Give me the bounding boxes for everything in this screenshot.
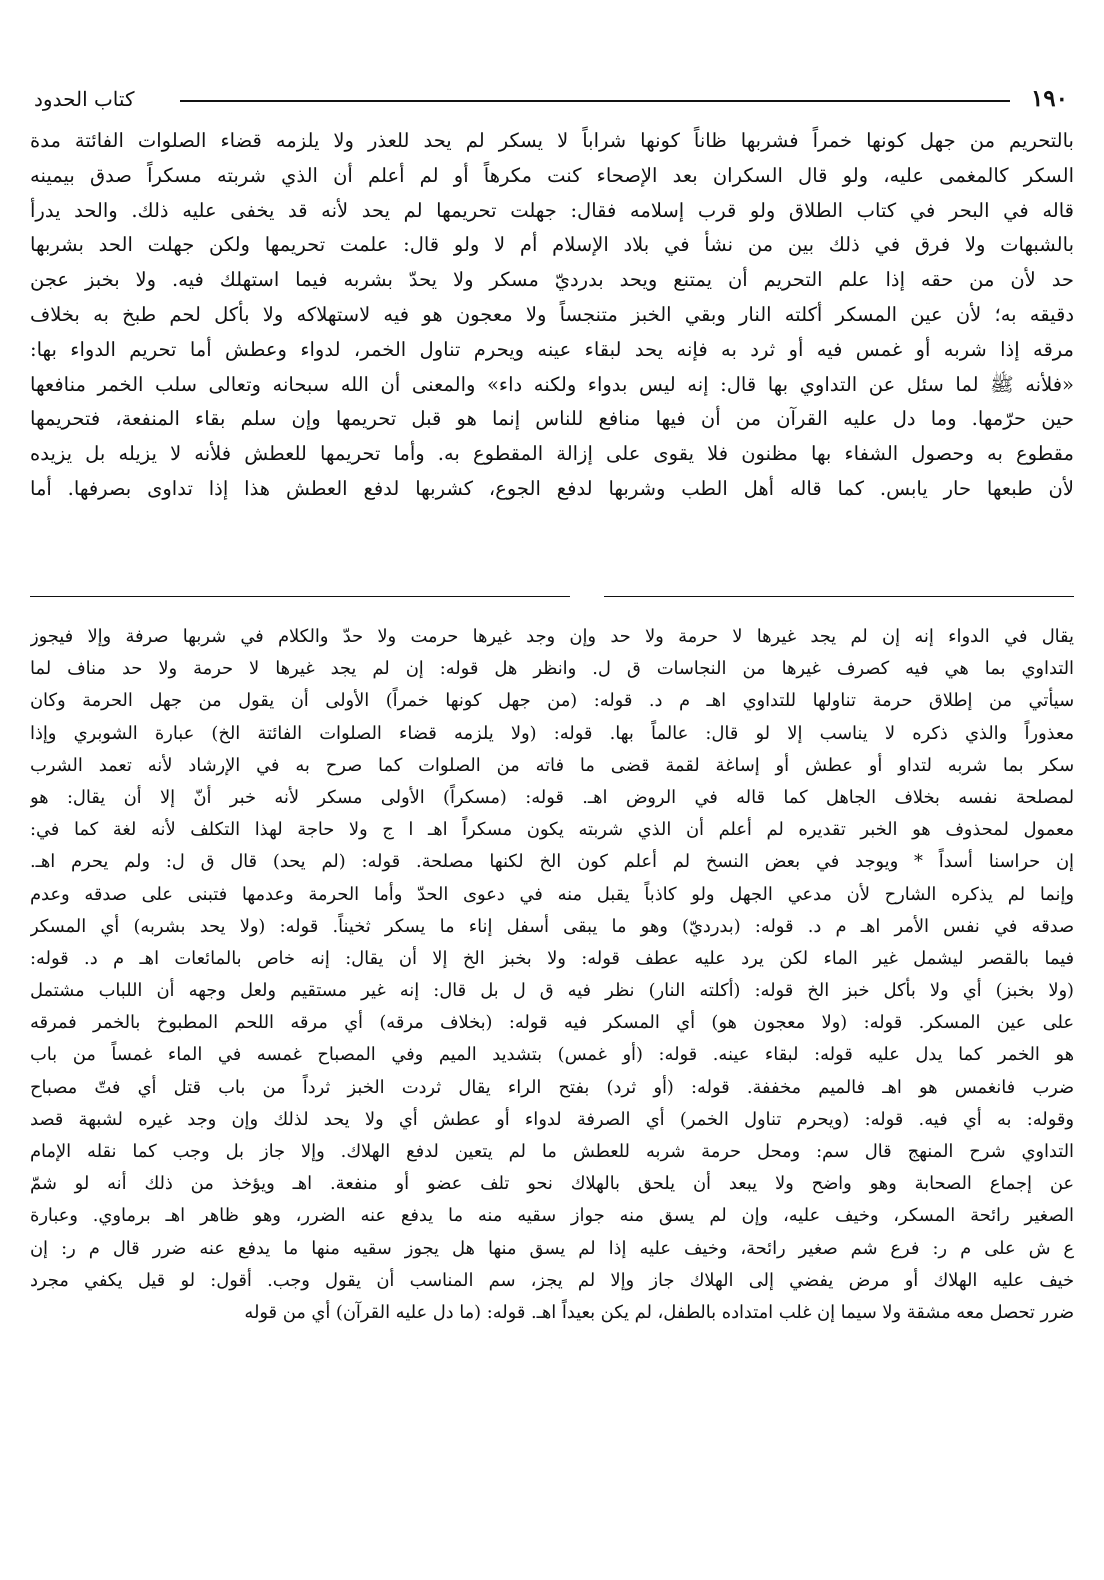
main-text-line: مرقه إذا شربه أو غمس فيه أو ثرد به فإنه يحد لبقاء عينه ويحرم تناول الخمر، لدواء وعطش أما تحريم الدواء بها: (30, 337, 1074, 361)
commentary-line: التداوي شرح المنهج قال سم: ومحل حرمة شربه للعطش ما لم يتعين لدفع الهلاك. وإلا جاز بل وجب كما نقله الإمام (30, 1141, 1074, 1162)
main-text-block (30, 124, 1074, 507)
commentary-line: ضرب فانغمس هو اهـ فالميم مخففة. قوله: (أو ثرد) بفتح الراء يقال ثردت الخبز ثرداً من باب قتل أي فتّ مصباح (30, 1076, 1074, 1098)
footnote-separator (30, 593, 1074, 603)
page-number: ١٩٠ (1030, 85, 1068, 112)
main-text-line: بالشبهات ولا فرق في ذلك بين من نشأ في بلاد الإسلام أم لا ولو قال: علمت تحريمها ولكن جهلت الحد بشربها (30, 233, 1074, 257)
commentary-line: وإنما لم يذكره الشارح لأن مدعي الجهل ولو كاذباً يقبل منه في دعوى الحدّ وأما الحرمة وعدمها فتبنى على صدقه وعدم (30, 883, 1074, 905)
commentary-line: هو الخمر كما يدل عليه قوله: لبقاء عينه. قوله: (أو غمس) بتشديد الميم وفي المصباح غمسه في الماء غمساً من باب (30, 1044, 1074, 1066)
separator-rule-right (604, 596, 1074, 597)
main-text-line: قاله في البحر في كتاب الطلاق ولو قرب إسلامه فقال: جهلت تحريمها لم يحد لأنه قد يخفى عليه ذلك. والحد يدرأ (30, 198, 1074, 222)
commentary-block (30, 621, 1074, 1329)
commentary-line: إن حراسنا أسداً * ويوجد في بعض النسخ لم أعلم كون الخ لكنها مصلحة. قوله: (لم يحد) قال ق ل: ولم يحرم اهـ. (30, 851, 1074, 873)
running-title: كتاب الحدود (34, 87, 135, 111)
separator-rule-left (30, 596, 570, 597)
commentary-line: سكر بما شربه لتداو أو عطش أو إساغة لقمة قضى ما فاته من الصلوات كما صرح به في الإرشاد لأنه تعمد الشرب (30, 754, 1074, 776)
commentary-line: لمصلحة نفسه بخلاف الجاهل كما قاله في الروض اهـ. قوله: (مسكراً) الأولى مسكر لأنه خبر أنّ إلا أن يقال: هو (30, 786, 1074, 808)
main-text-line: السكر كالمغمى عليه، ولو قال السكران بعد الإصحاء كنت مكرهاً أو لم أعلم أن الذي شربته مسكراً صدق بيمينه (30, 163, 1074, 187)
main-text-line: حين حرّمها. وما دل عليه القرآن من أن فيها منافع للناس إنما هو قبل تحريمها وإن سلم بقاء المنفعة، فتحريمها (30, 407, 1074, 431)
header-rule (180, 100, 1010, 102)
commentary-line: على عين المسكر. قوله: (ولا معجون هو) أي المسكر فيه قوله: (بخلاف مرقه) أي مرقه اللحم المطبوخ بالخمر فمرقه (30, 1012, 1074, 1034)
commentary-line: صدقه في نفس الأمر اهـ م د. قوله: (بدرديّ) وهو ما يبقى أسفل إناء ما يسكر ثخيناً. قوله: (ولا يحد بشربه) أي المسكر (30, 915, 1074, 937)
commentary-line: (ولا بخبز) أي ولا بأكل خبز الخ قوله: (أكلته النار) نظر فيه ق ل بل قال: إنه غير مستقيم ولعل وجهه أن اللباب مشتمل (30, 980, 1074, 1002)
main-text-line: دقيقه به؛ لأن عين المسكر أكلته النار وبقي الخبز متنجساً ولا معجون هو فيه لاستهلاكه ولا بأكل لحم طبخ به بخلاف (30, 302, 1074, 326)
commentary-line: معذوراً والذي ذكره لا يناسب إلا لو قال: عالماً بها. قوله: (ولا يلزمه قضاء الصلوات الفائتة الخ) عبارة الشوبري وإذا (30, 722, 1074, 744)
commentary-line: التداوي بما هي فيه كصرف غيرها من النجاسات ق ل. وانظر هل قوله: إن لم يجد غيرها لا حرمة ولا حد مناف لما (30, 658, 1074, 680)
main-text-line: بالتحريم من جهل كونها خمراً فشربها ظاناً كونها شراباً لا يسكر لم يحد للعذر ولا يلزمه قضاء الصلوات الفائتة مدة (30, 129, 1074, 152)
commentary-line: معمول لمحذوف هو الخبر تقديره لم أعلم أن الذي شربته يكون مسكراً اهـ ا ج ولا حاجة لهذا التكلف لأنه لغة كما في: (30, 819, 1074, 841)
commentary-line: الصغير رائحة المسكر، وخيف عليه، وإن لم يسق منه جواز سقيه منه ما يدفع عنه الضرر، وهو ظاهر اهـ برماوي. وعبارة (30, 1205, 1074, 1227)
commentary-line: ضرر تحصل معه مشقة ولا سيما إن غلب امتداده بالطفل، لم يكن بعيداً اهـ. قوله: (ما دل عليه القرآن) أي من قوله (244, 1301, 1074, 1323)
commentary-line: وقوله: به أي فيه. قوله: (ويحرم تناول الخمر) أي الصرفة لدواء أو عطش أي ولا يحد لذلك وإن وجد غيره لشبهة قصد (30, 1108, 1074, 1130)
main-text-line: مقطوع به وحصول الشفاء بها مظنون فلا يقوى على إزالة المقطوع به. وأما تحريمها للعطش فلأنه لا يزيله بل يزيده (30, 442, 1074, 466)
commentary-line: يقال في الدواء إنه إن لم يجد غيرها لا حرمة ولا حد وإن وجد غيرها حرمت ولا حدّ والكلام في شربها صرفة وإلا فيجوز (30, 626, 1074, 647)
commentary-line: فيما بالقصر ليشمل غير الماء لكن يرد عليه عطف قوله: ولا بخبز الخ إلا أن يقال: إنه خاص بالمائعات اهـ م د. قوله: (30, 947, 1074, 969)
commentary-line: ع ش على م ر: فرع شم صغير رائحة، وخيف عليه إذا لم يسق منها هل يجوز سقيه منها ما يدفع عنه ضرر قال م ر: إن (30, 1237, 1074, 1259)
commentary-line: عن إجماع الصحابة وهو واضح ولا يبعد أن يلحق بالهلاك نحو تلف عضو أو منفعة. اهـ ويؤخذ من ذلك أنه لو شمّ (30, 1173, 1074, 1195)
page-header (34, 84, 1068, 114)
main-text-line: «فلأنه ﷺ لما سئل عن التداوي بها قال: إنه ليس بدواء ولكنه داء» والمعنى أن الله سبحانه وتعالى سلب الخمر منافعها (30, 372, 1074, 396)
commentary-line: سيأتي من إطلاق حرمة تناولها للتداوي اهـ م د. قوله: (من جهل كونها خمراً) الأولى أن يقول من جهل الحرمة وكان (30, 690, 1074, 712)
commentary-line: خيف عليه الهلاك أو مرض يفضي إلى الهلاك جاز وإلا لم يجز، سم المناسب أن يقول وجب. أقول: لو قيل يكفي مجرد (30, 1269, 1074, 1291)
main-text-line: حد لأن من حقه إذا علم التحريم أن يمتنع ويحد بدرديّ مسكر ولا يحدّ بشربه فيما استهلك فيه. ولا بخبز عجن (30, 268, 1074, 292)
main-text-line: لأن طبعها حار يابس. كما قاله أهل الطب وشربها لدفع الجوع، كشربها لدفع العطش هذا إذا تداوى بصرفها. أما (30, 476, 1074, 500)
